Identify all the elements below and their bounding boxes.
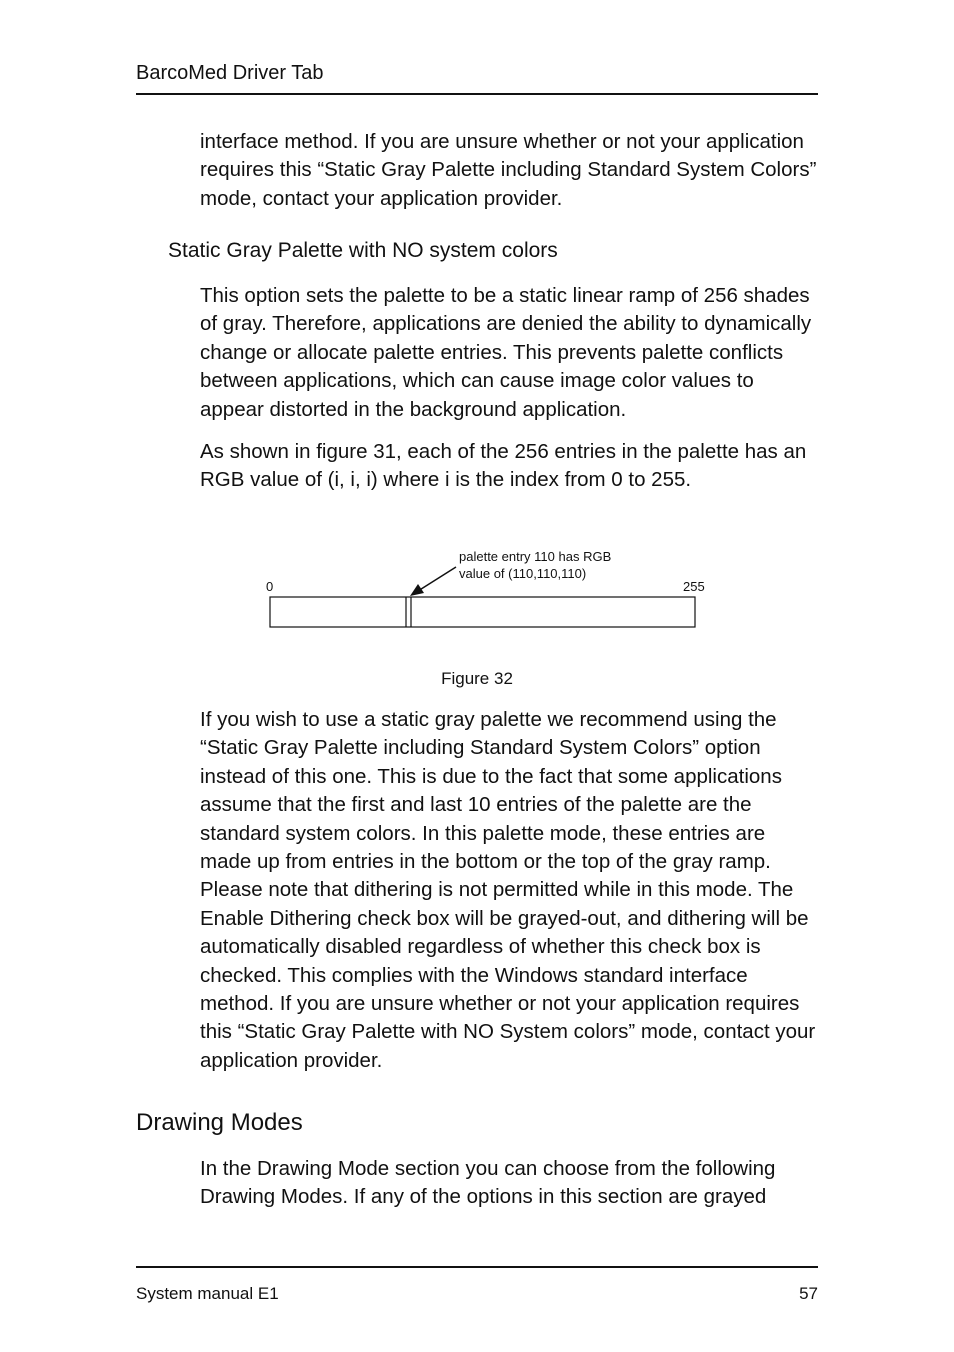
figure-caption: Figure 32 [441, 669, 513, 688]
annotation-arrow-line [418, 567, 456, 591]
footer-manual-title: System manual E1 [136, 1284, 279, 1303]
ramp-end-label: 255 [683, 579, 705, 594]
annotation-arrow-head [410, 584, 424, 596]
paragraph-palette-description: This option sets the palette to be a static linear ramp of 256 shades of gray. Therefore, applications are denied the ability to dynamically change or allocate palette entries. This prevents palette conflicts between applications, which can cause image color values to appear distorted in the background application. [200, 284, 812, 421]
paragraph-drawing-modes: In the Drawing Mode section you can choose from the following Drawing Modes. If any of the options in this section are grayed [200, 1157, 776, 1209]
palette-ramp-figure [0, 540, 954, 640]
annotation-line-1: palette entry 110 has RGB [459, 549, 612, 564]
footer-rule [136, 1266, 818, 1268]
paragraph-interface-method: interface method. If you are unsure whether or not your application requires this “Static Gray Palette including Standard System Colors” mode, contact your application provider. [200, 130, 817, 210]
ramp-start-label: 0 [266, 579, 274, 594]
paragraph-recommendation: If you wish to use a static gray palette we recommend using the “Static Gray Palette including Standard System Colors” option instead of this one. This is due to the fact that some applications assume that the first and last 10 entries of the palette are the standard system colors. In this palette mode, these entries are made up from entries in the bottom or the top of the gray ramp. Please note that dithering is not permitted while in this mode. The Enable Dithering check box will be grayed-out, and dithering will be automatically disabled regardless of whether this check box is checked. This complies with the Windows standard interface method. If you are unsure whether or not your application requires this “Static Gray Palette with NO System colors” mode, contact your application provider. [200, 708, 816, 1072]
page-number: 57 [799, 1284, 818, 1303]
header-rule [136, 93, 818, 95]
subheading-static-gray-no-system: Static Gray Palette with NO system colors [168, 239, 558, 262]
annotation-line-2: value of (110,110,110) [459, 566, 587, 581]
section-heading-drawing-modes: Drawing Modes [136, 1109, 303, 1136]
running-header: BarcoMed Driver Tab [136, 62, 324, 84]
ramp-bar [270, 597, 695, 627]
paragraph-figure-reference: As shown in figure 31, each of the 256 entries in the palette has an RGB value of (i, i, i) where i is the index from 0 to 255. [200, 440, 807, 492]
